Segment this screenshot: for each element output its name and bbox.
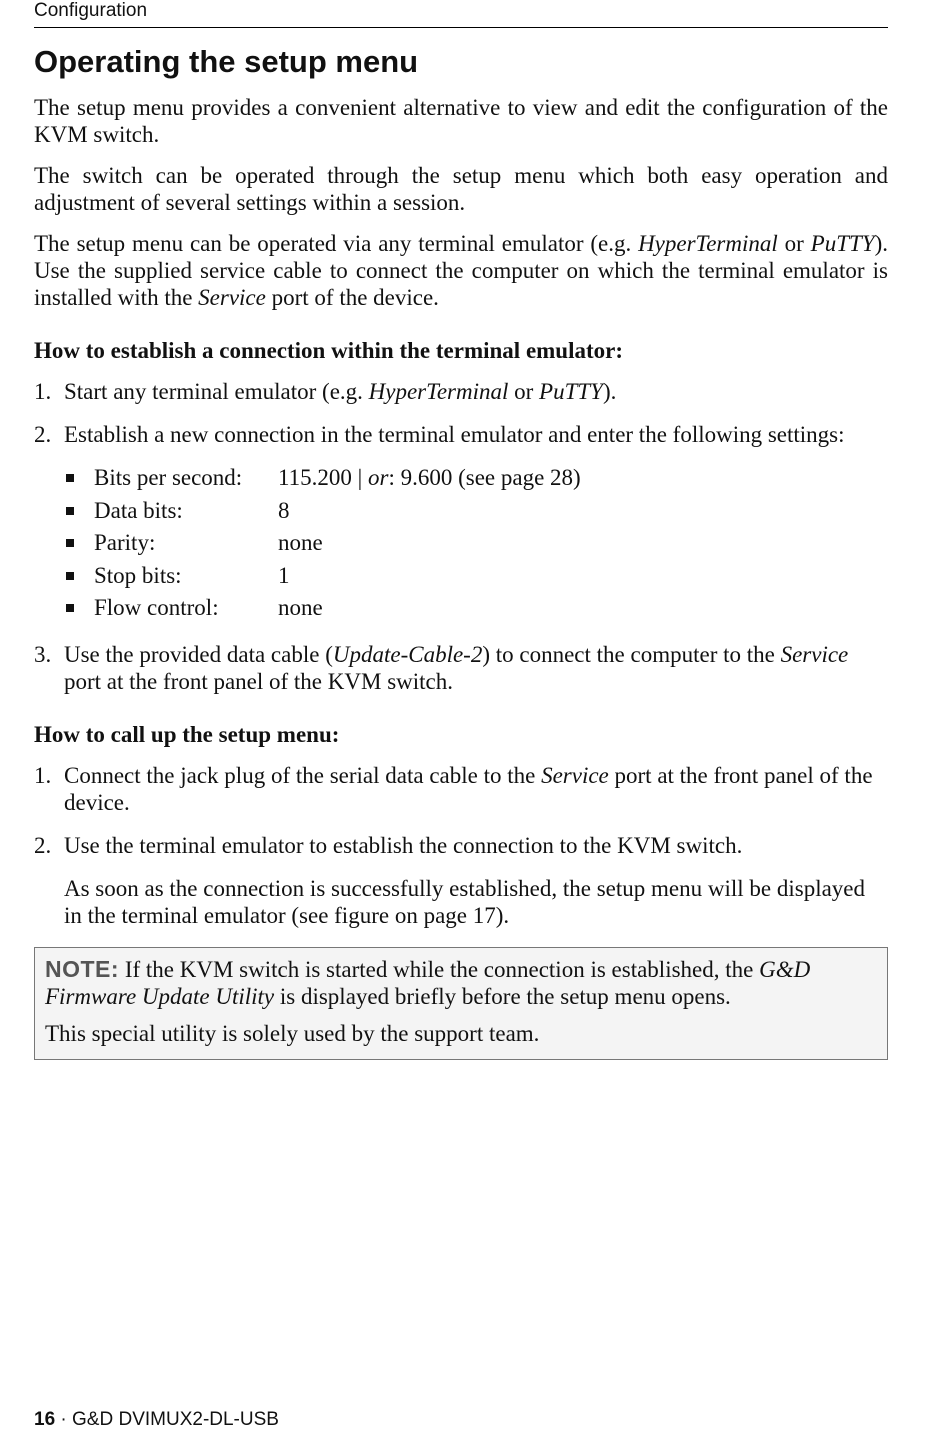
cable-name: Update-Cable-2	[332, 641, 483, 667]
step-text: Use the provided data cable (	[64, 641, 333, 667]
bullet-icon	[66, 474, 74, 482]
setting-value-alt: : 9.600 (see page 28)	[388, 465, 581, 490]
utility-name: G&D Firmware Update Utility	[45, 956, 811, 1009]
step-text: Start any terminal emulator (e.g.	[64, 379, 369, 404]
intro3-text-a: The setup menu can be operated via any terminal emulator (e.g.	[34, 231, 639, 256]
page-title: Operating the setup menu	[34, 44, 419, 79]
header-divider	[34, 27, 888, 28]
connection-steps	[34, 378, 888, 695]
bullet-icon	[66, 507, 74, 515]
step-number: 2.	[34, 422, 52, 447]
running-header: Configuration	[34, 0, 148, 21]
intro3-text-c: ). Use the supplied service cable to connect the computer on which the terminal emulator is installed with the	[34, 231, 888, 310]
step-text: ) to connect the computer to the	[482, 641, 781, 667]
putty-term: PuTTY	[539, 379, 603, 404]
service-port-term: Service	[780, 641, 849, 667]
note-paragraph-1	[45, 956, 877, 1010]
setting-flow-control	[64, 592, 888, 625]
setting-parity	[64, 527, 888, 560]
setting-value: none	[278, 595, 323, 620]
section-heading-connection: How to establish a connection within the terminal emulator:	[34, 338, 624, 363]
setting-value: 1	[278, 562, 290, 588]
setup-step-1	[34, 762, 888, 816]
service-port-term: Service	[198, 285, 266, 310]
hyperterminal-term: HyperTerminal	[638, 231, 778, 256]
setting-label: Parity:	[94, 530, 156, 555]
connection-step-1	[34, 378, 888, 405]
setting-value: 8	[278, 497, 290, 523]
setting-stop-bits	[64, 560, 888, 593]
note-text: is displayed briefly before the setup menu opens.	[274, 983, 731, 1009]
setting-label: Data bits:	[94, 497, 183, 523]
setting-bits-per-second	[64, 462, 888, 495]
step-text: port at the front panel of the device.	[64, 762, 873, 815]
step-text: or	[508, 379, 540, 404]
terminal-settings-list	[64, 462, 888, 625]
bullet-icon	[66, 604, 74, 612]
setting-label: Stop bits:	[94, 562, 182, 588]
setting-label: Bits per second:	[94, 465, 243, 490]
section-heading-setup-menu: How to call up the setup menu:	[34, 721, 340, 747]
note-paragraph-2: This special utility is solely used by the support team.	[45, 1020, 540, 1046]
footer-separator: ·	[55, 1409, 73, 1430]
setting-value: 115.200 |	[278, 465, 369, 490]
setting-value: none	[278, 530, 323, 555]
step-followup-text: As soon as the connection is successfully established, the setup menu will be displayed in the terminal emulator (see figure on page 17).	[64, 875, 866, 928]
setup-step-2	[34, 832, 888, 929]
setup-menu-steps	[34, 762, 888, 929]
connection-step-3	[34, 641, 888, 695]
note-label: NOTE:	[45, 955, 120, 982]
intro-paragraph-3	[34, 230, 888, 311]
step-number: 2.	[34, 832, 52, 858]
bullet-icon	[66, 572, 74, 580]
setting-label: Flow control:	[94, 595, 219, 620]
intro3-text-b: or	[777, 231, 811, 256]
intro-paragraph-1: The setup menu provides a convenient alternative to view and edit the configuration of the KVM switch.	[34, 95, 888, 147]
step-text: Establish a new connection in the terminal emulator and enter the following settings:	[64, 422, 845, 447]
step-text: ).	[602, 379, 617, 404]
page-number: 16	[34, 1409, 56, 1430]
setting-data-bits	[64, 495, 888, 528]
intro3-text-d: port of the device.	[265, 285, 439, 310]
bullet-icon	[66, 539, 74, 547]
step-number: 3.	[34, 641, 52, 667]
page-content	[34, 40, 888, 1060]
step-text: Use the terminal emulator to establish the connection to the KVM switch.	[64, 832, 743, 858]
putty-term: PuTTY	[810, 231, 875, 256]
setting-or: or	[368, 465, 389, 490]
product-name: G&D DVIMUX2-DL-USB	[72, 1409, 279, 1430]
note-box	[34, 947, 888, 1060]
service-port-term: Service	[541, 762, 609, 788]
note-text: If the KVM switch is started while the connection is established, the	[119, 956, 760, 982]
step-number: 1.	[34, 762, 52, 788]
step-text: port at the front panel of the KVM switch.	[64, 668, 453, 694]
step-number: 1.	[34, 379, 52, 404]
step-text: Connect the jack plug of the serial data cable to the	[64, 762, 542, 788]
hyperterminal-term: HyperTerminal	[368, 379, 509, 404]
connection-step-2	[34, 421, 888, 625]
intro-paragraph-2: The switch can be operated through the setup menu which both easy operation and adjustment of several settings within a session.	[34, 163, 888, 215]
